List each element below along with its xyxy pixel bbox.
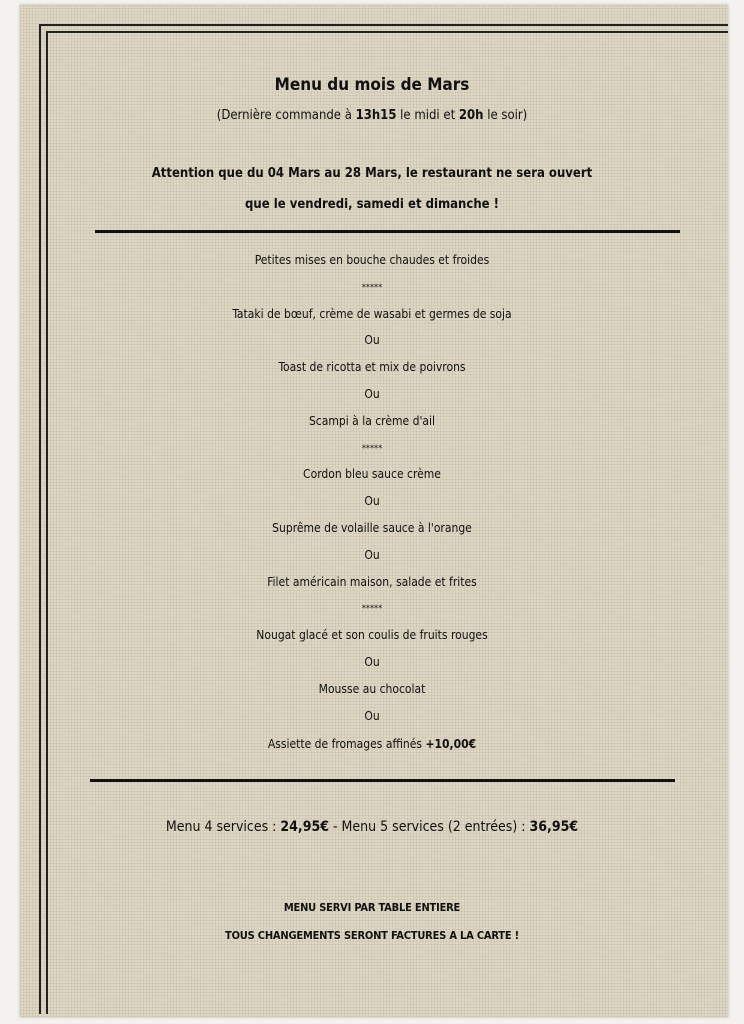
menu-item: Mousse au chocolat bbox=[318, 681, 426, 696]
frame-top-outer-line bbox=[39, 24, 728, 26]
menu-page bbox=[20, 5, 728, 1017]
menu-item: Nougat glacé et son coulis de fruits rouges bbox=[256, 628, 488, 643]
notice-changements: TOUS CHANGEMENTS SERONT FACTURES A LA CARTE ! bbox=[225, 929, 519, 942]
notice-table-entiere: MENU SERVI PAR TABLE ENTIERE bbox=[283, 901, 461, 914]
menu-item: Tataki de bœuf, crème de wasabi et germes de soja bbox=[232, 306, 512, 321]
price-separator: - bbox=[329, 819, 342, 835]
menu-item: Cordon bleu sauce crème bbox=[303, 467, 441, 482]
menu-item: Filet américain maison, salade et frites bbox=[267, 574, 477, 589]
menu-item: Toast de ricotta et mix de poivrons bbox=[278, 360, 466, 375]
frame-top-inner-line bbox=[46, 31, 728, 33]
pricing-line bbox=[0, 819, 744, 835]
menu4-label: Menu 4 services : bbox=[165, 819, 281, 835]
menu-or: Ou bbox=[364, 655, 380, 669]
course-separator: ***** bbox=[361, 443, 383, 454]
course-separator: ***** bbox=[361, 604, 383, 615]
order-time-noon: 13h15 bbox=[355, 108, 397, 123]
menu-or: Ou bbox=[364, 547, 380, 562]
menu-or: Ou bbox=[364, 708, 380, 723]
order-mid: le midi et bbox=[396, 108, 459, 123]
menu-or: Ou bbox=[364, 494, 380, 509]
menu-or: Ou bbox=[364, 333, 380, 348]
course-separator: ***** bbox=[361, 282, 383, 293]
menu-item: Petites mises en bouche chaudes et froides bbox=[254, 253, 490, 267]
menu4-price: 24,95€ bbox=[280, 819, 329, 835]
cheese-supplement: +10,00€ bbox=[425, 737, 477, 751]
menu-item-cheese bbox=[0, 737, 744, 751]
menu5-label: Menu 5 services (2 entrées) : bbox=[341, 819, 530, 835]
menu-item: Scampi à la crème d'ail bbox=[308, 413, 436, 428]
order-prefix: (Dernière commande à bbox=[216, 108, 356, 123]
menu-title: Menu du mois de Mars bbox=[274, 75, 470, 95]
divider-bottom bbox=[90, 779, 675, 782]
menu-or: Ou bbox=[364, 387, 380, 401]
last-order-info bbox=[0, 108, 744, 123]
cheese-label: Assiette de fromages affinés bbox=[267, 737, 426, 751]
menu5-price: 36,95€ bbox=[529, 819, 579, 835]
attention-line-1: Attention que du 04 Mars au 28 Mars, le restaurant ne sera ouvert bbox=[151, 166, 593, 181]
divider-top bbox=[95, 230, 680, 233]
order-time-evening: 20h bbox=[458, 108, 484, 123]
order-suffix: le soir) bbox=[483, 108, 528, 123]
attention-line-2: que le vendredi, samedi et dimanche ! bbox=[245, 197, 499, 212]
menu-item: Suprême de volaille sauce à l'orange bbox=[272, 521, 472, 535]
